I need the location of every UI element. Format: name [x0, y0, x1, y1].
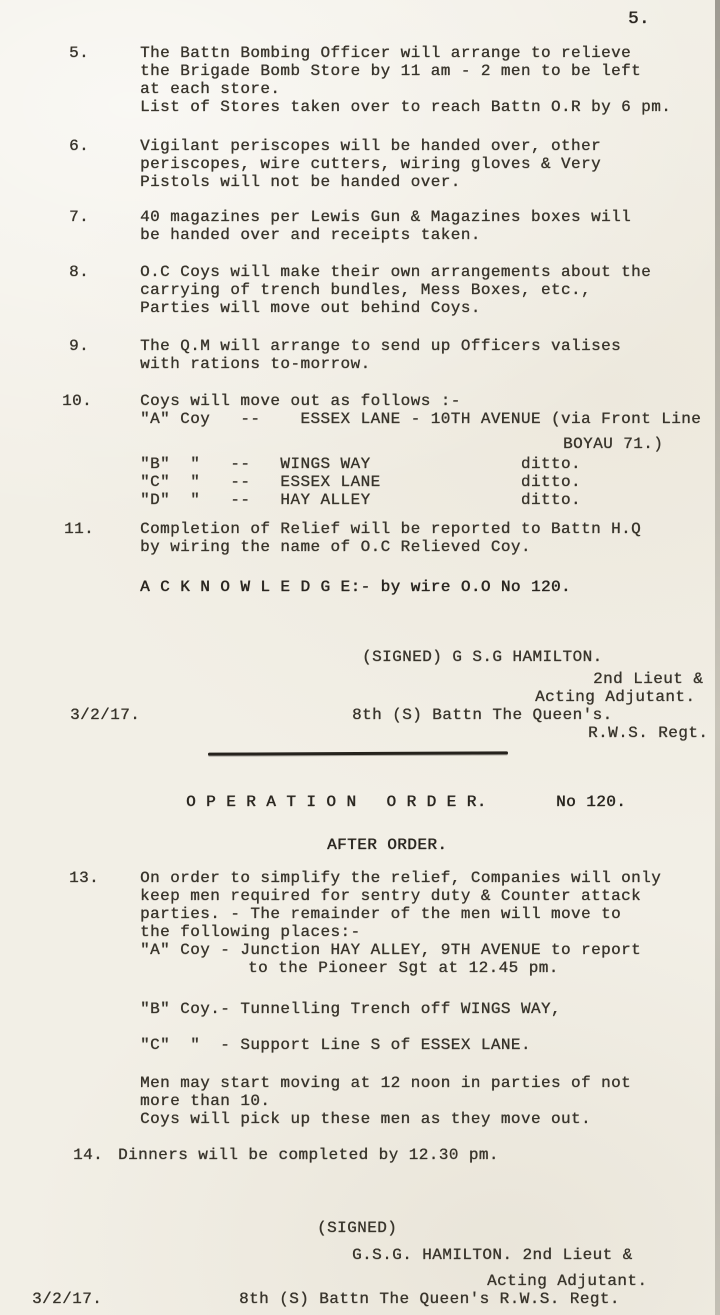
signed-by-line: (SIGNED) G S.G HAMILTON.	[362, 648, 603, 666]
para-13-line: keep men required for sentry duty & Counter attack	[140, 887, 642, 905]
para-7-line: be handed over and receipts taken.	[140, 226, 481, 244]
signed-label: (SIGNED)	[317, 1219, 398, 1237]
para-13-line: "C" " - Support Line S of ESSEX LANE.	[140, 1036, 531, 1054]
para-10-line: "C" " -- ESSEX LANE ditto.	[140, 473, 581, 491]
para-5-line: the Brigade Bomb Store by 11 am - 2 men to be left	[140, 62, 642, 80]
para-11-number: 11.	[64, 520, 95, 538]
signature-1-line: 8th (S) Battn The Queen's.	[352, 706, 613, 724]
date-line: 3/2/17.	[70, 706, 141, 724]
para-10-number: 10.	[62, 392, 93, 410]
para-9-line: with rations to-morrow.	[140, 355, 371, 373]
para-13-line: Men may start moving at 12 noon in parties of not	[140, 1074, 632, 1092]
signed-by-line: G.S.G. HAMILTON. 2nd Lieut &	[352, 1246, 633, 1264]
signature-2-line: 8th (S) Battn The Queen's R.W.S. Regt.	[239, 1290, 620, 1308]
para-6-line: Pistols will not be handed over.	[140, 173, 461, 191]
para-13-number: 13.	[69, 869, 100, 887]
para-14-number: 14.	[73, 1146, 104, 1164]
signature-1-line: Acting Adjutant.	[535, 688, 696, 706]
para-10-line: "B" " -- WINGS WAY ditto.	[140, 455, 581, 473]
para-13-line: "B" Coy.- Tunnelling Trench off WINGS WAY,	[140, 1000, 561, 1018]
operation-order-title: O P E R A T I O N O R D E R.	[186, 793, 487, 811]
para-10-line: "D" " -- HAY ALLEY ditto.	[140, 491, 581, 509]
signature-2-line: Acting Adjutant.	[487, 1272, 648, 1290]
para-13-line: the following places:-	[140, 923, 361, 941]
para-8-line: Parties will move out behind Coys.	[140, 299, 481, 317]
para-9-number: 9.	[69, 337, 90, 355]
para-13-line: "A" Coy - Junction HAY ALLEY, 9TH AVENUE to report	[140, 941, 642, 959]
para-7-number: 7.	[69, 208, 90, 226]
acknowledge-line: A C K N O W L E D G E:- by wire O.O No 120.	[140, 578, 571, 596]
para-10-line: Coys will move out as follows :-	[140, 392, 461, 410]
para-13-line: parties. - The remainder of the men will move to	[140, 905, 622, 923]
para-5-line: List of Stores taken over to reach Battn O.R by 6 pm.	[140, 98, 672, 116]
para-10-line: BOYAU 71.)	[563, 435, 664, 453]
para-5-line: at each store.	[140, 80, 281, 98]
para-14-line: Dinners will be completed by 12.30 pm.	[118, 1146, 499, 1164]
signature-1-line: R.W.S. Regt.	[588, 724, 709, 742]
para-13-line: Coys will pick up these men as they move out.	[140, 1110, 591, 1128]
para-5-number: 5.	[69, 44, 90, 62]
para-6-number: 6.	[69, 137, 90, 155]
para-13-line: On order to simplify the relief, Companies will only	[140, 869, 662, 887]
page-number: 5.	[628, 9, 650, 29]
para-8-line: carrying of trench bundles, Mess Boxes, etc.,	[140, 281, 591, 299]
para-6-line: periscopes, wire cutters, wiring gloves & Very	[140, 155, 601, 173]
signature-1-line: 2nd Lieut &	[593, 670, 704, 688]
para-5-line: The Battn Bombing Officer will arrange to relieve	[140, 44, 632, 62]
para-8-line: O.C Coys will make their own arrangements about the	[140, 263, 652, 281]
para-13-line: more than 10.	[140, 1092, 271, 1110]
section-divider-rule	[208, 751, 508, 755]
scan-edge-artifact	[715, 0, 720, 1315]
para-11-line: Completion of Relief will be reported to Battn H.Q	[140, 520, 642, 538]
after-order-subtitle: AFTER ORDER.	[327, 836, 448, 854]
date-line: 3/2/17.	[32, 1290, 103, 1308]
para-9-line: The Q.M will arrange to send up Officers valises	[140, 337, 622, 355]
para-11-line: by wiring the name of O.C Relieved Coy.	[140, 538, 531, 556]
para-10-line: "A" Coy -- ESSEX LANE - 10TH AVENUE (via Front Line	[140, 410, 702, 428]
para-6-line: Vigilant periscopes will be handed over, other	[140, 137, 601, 155]
para-7-line: 40 magazines per Lewis Gun & Magazines boxes will	[140, 208, 632, 226]
para-8-number: 8.	[69, 263, 90, 281]
order-number: No 120.	[556, 793, 627, 811]
para-13-line: to the Pioneer Sgt at 12.45 pm.	[248, 959, 559, 977]
